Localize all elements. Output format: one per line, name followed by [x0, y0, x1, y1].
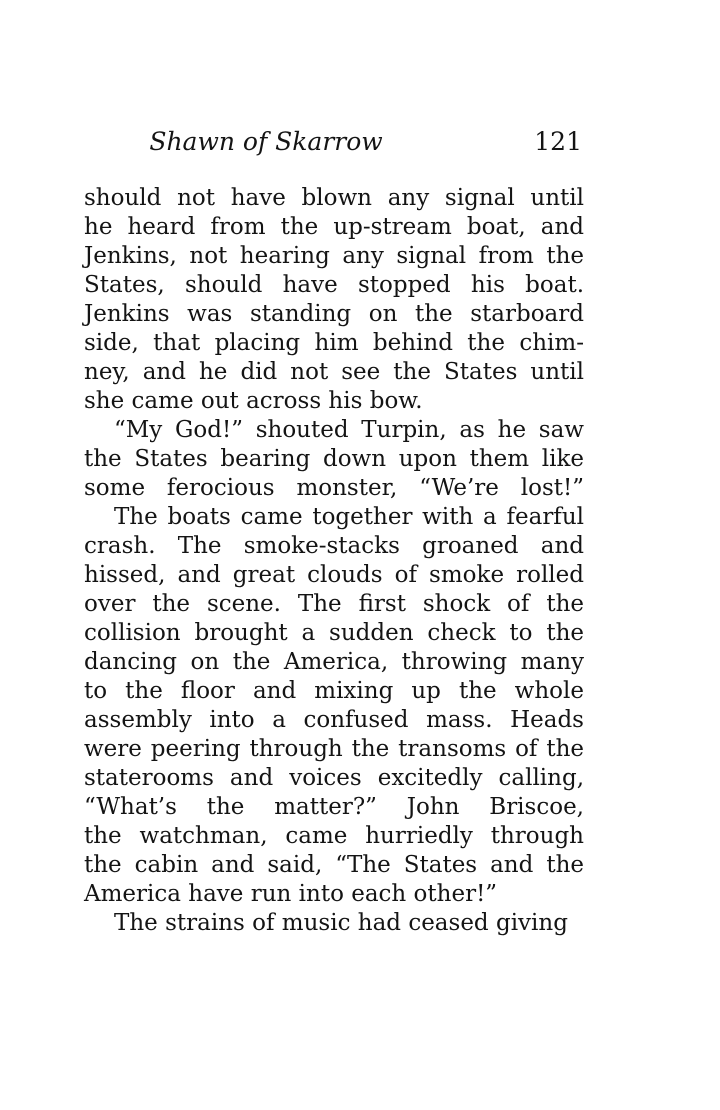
text-line: to the floor and mixing up the whole [84, 678, 584, 704]
text-line: she came out across his bow. [84, 388, 423, 414]
running-head [84, 124, 584, 160]
text-line: dancing on the America, throwing many [84, 649, 584, 675]
text-line: the watchman, came hurriedly through [84, 823, 584, 849]
body-text [84, 184, 584, 938]
text-line: hissed, and great clouds of smoke rolled [84, 562, 584, 588]
page-number: 121 [534, 127, 582, 156]
text-line: Jenkins, not hearing any signal from the [84, 243, 584, 269]
text-line: were peering through the transoms of the [84, 736, 584, 762]
text-line: side, that placing him behind the chim- [84, 330, 584, 356]
text-line: Jenkins was standing on the starboard [84, 301, 584, 327]
text-line: collision brought a sudden check to the [84, 620, 584, 646]
text-line: crash. The smoke-stacks groaned and [84, 533, 584, 559]
running-title: Shawn of Skarrow [149, 127, 383, 156]
text-line: staterooms and voices excitedly calling, [84, 765, 584, 791]
text-line: The strains of music had ceased giving [114, 910, 568, 936]
text-line: States, should have stopped his boat. [84, 272, 584, 298]
text-line: some ferocious monster, “We’re lost!” [84, 475, 584, 501]
text-line: he heard from the up-stream boat, and [84, 214, 584, 240]
text-line: America have run into each other!” [84, 881, 498, 907]
text-line: assembly into a confused mass. Heads [84, 707, 584, 733]
text-line: ney, and he did not see the States until [84, 359, 584, 385]
text-line: The boats came together with a fearful [114, 504, 584, 530]
text-line: the States bearing down upon them like [84, 446, 584, 472]
text-line: over the scene. The first shock of the [84, 591, 584, 617]
text-line: should not have blown any signal until [84, 185, 584, 211]
text-line: “My God!” shouted Turpin, as he saw [114, 417, 584, 443]
text-line: the cabin and said, “The States and the [84, 852, 584, 878]
text-line: “What’s the matter?” John Briscoe, [84, 794, 584, 820]
